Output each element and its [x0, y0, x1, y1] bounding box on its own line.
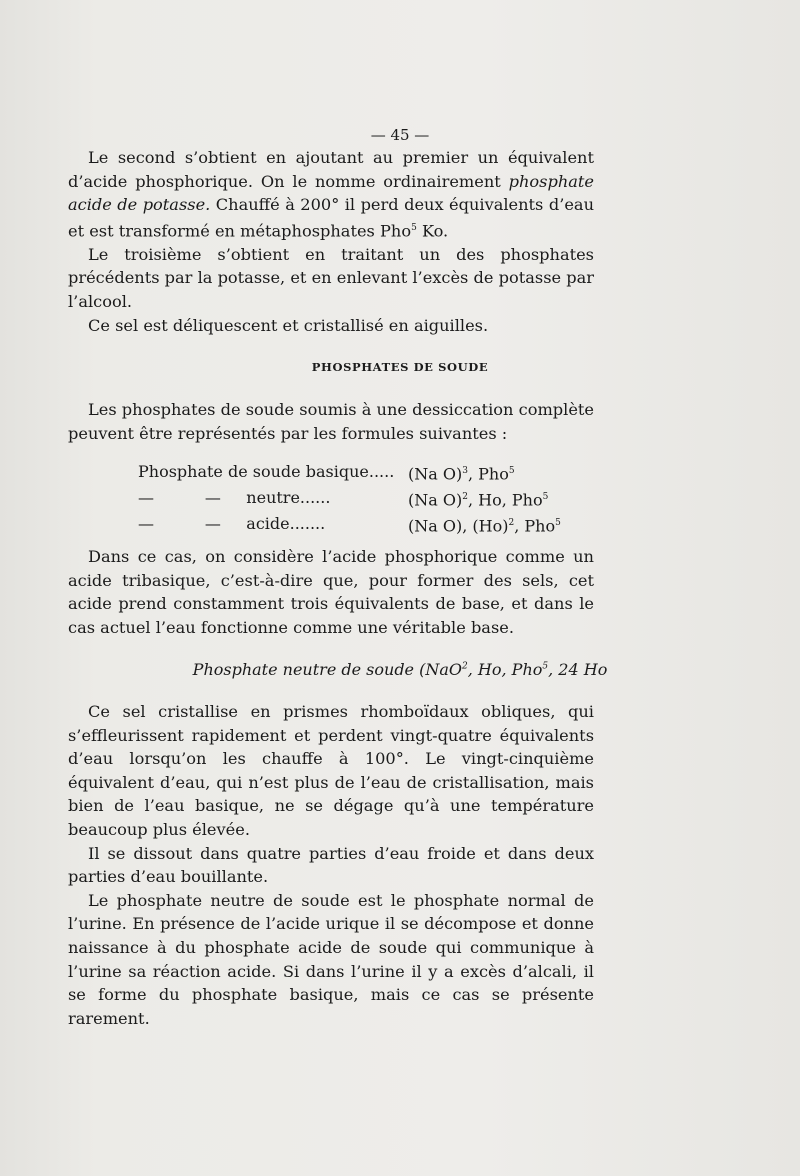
- formula-part: (Na O), (Ho): [408, 515, 509, 535]
- paragraph-second-phosphate: [68, 146, 594, 243]
- formula-part: (Na O): [408, 464, 463, 484]
- formula-label: — — acide.......: [138, 513, 326, 533]
- subhead-sup: 2: [462, 661, 468, 672]
- formula-value: [408, 460, 515, 486]
- subhead-text: , Ho, Pho: [467, 660, 543, 679]
- text-block-top: [68, 146, 594, 337]
- text-block-bottom: [68, 700, 594, 1030]
- paragraph-deliquescent: Ce sel est déliquescent et cristallisé en aiguilles.: [88, 315, 489, 335]
- paragraph-crystallisation: Ce sel cristallise en prismes rhomboïdaux obliques, qui s’effleurissent rapidement et perdent vingt-quatre équivalents d’eau lorsqu’on les chauffe à 100°. Le vingt-cinquième équivalent d’eau, qui n’est plus de l’eau de cristallisation, mais bien de l’eau basique, ne se dégage qu’à une température beaucoup plus élevée.: [68, 702, 594, 839]
- formula-sup: 5: [555, 517, 561, 528]
- para1-emphasis: phosphate acide de potasse.: [68, 171, 594, 215]
- section-title: PHOSPHATES DE SOUDE: [311, 360, 489, 374]
- formula-label: — — neutre......: [138, 487, 331, 507]
- paragraph-third-phosphate: Le troisième s’obtient en traitant un des phosphates précédents par la potasse, et en enlevant l’excès de potasse par l’alcool.: [68, 244, 594, 311]
- paragraph-formulas-intro: Les phosphates de soude soumis à une dessiccation complète peuvent être représentés par les formules suivantes :: [68, 400, 594, 443]
- text-block-intro: [68, 398, 594, 445]
- formula-part: (Na O): [408, 490, 463, 510]
- para1-superscript: 5: [411, 222, 417, 233]
- para1-text-c: Ko.: [416, 221, 449, 241]
- formula-sup: 5: [508, 466, 515, 476]
- paragraph-dissolution: Il se dissout dans quatre parties d’eau froide et dans deux parties d’eau bouillante.: [68, 843, 594, 887]
- formula-row: [138, 460, 561, 486]
- formula-row: [138, 486, 561, 512]
- formula-value: [408, 512, 561, 538]
- formula-part: , Ho, Pho: [467, 490, 543, 510]
- formula-list: [138, 460, 561, 537]
- subhead-sup: 5: [542, 661, 549, 672]
- formula-part: , Pho: [467, 464, 509, 484]
- formula-row: [138, 512, 561, 538]
- formula-sup: 3: [462, 466, 468, 476]
- formula-value: [408, 486, 548, 512]
- formula-sup: 5: [542, 491, 549, 502]
- paragraph-tribasic: Dans ce cas, on considère l’acide phosphorique comme un acide tribasique, c’est-à-dire que, pour former des sels, cet acide prend constamment trois équivalents de base, et dans le cas actuel l’eau fonctionne comme une véritable base.: [68, 547, 594, 637]
- subhead-text: , 24 Ho: [548, 660, 608, 679]
- para1-text-a: Le second s’obtient en ajoutant au premier un équivalent d’acide phosphorique. On le nomme ordinairement: [68, 148, 594, 191]
- paragraph-urine: Le phosphate neutre de soude est le phosphate normal de l’urine. En présence de l’acide urique il se décompose et donne naissance à du phosphate acide de soude qui communique à l’urine sa réaction acide. Si dans l’urine il y a excès d’alcali, il se forme du phosphate basique, mais ce cas se présente rarement.: [68, 890, 594, 1028]
- formula-sup: 2: [462, 491, 468, 502]
- subhead-text: Phosphate neutre de soude (NaO: [192, 660, 463, 679]
- formula-part: , Pho: [514, 515, 556, 535]
- formula-label: Phosphate de soude basique.....: [138, 462, 395, 481]
- text-block-tribasic: [68, 545, 594, 639]
- page-number: — 45 —: [370, 126, 430, 144]
- para1-text-b: Chauffé à 200° il perd deux équivalents d’eau et est transformé en métaphosphates Pho: [68, 195, 594, 241]
- formula-sup: 2: [508, 517, 515, 528]
- subheading-neutral-phosphate: [0, 660, 800, 679]
